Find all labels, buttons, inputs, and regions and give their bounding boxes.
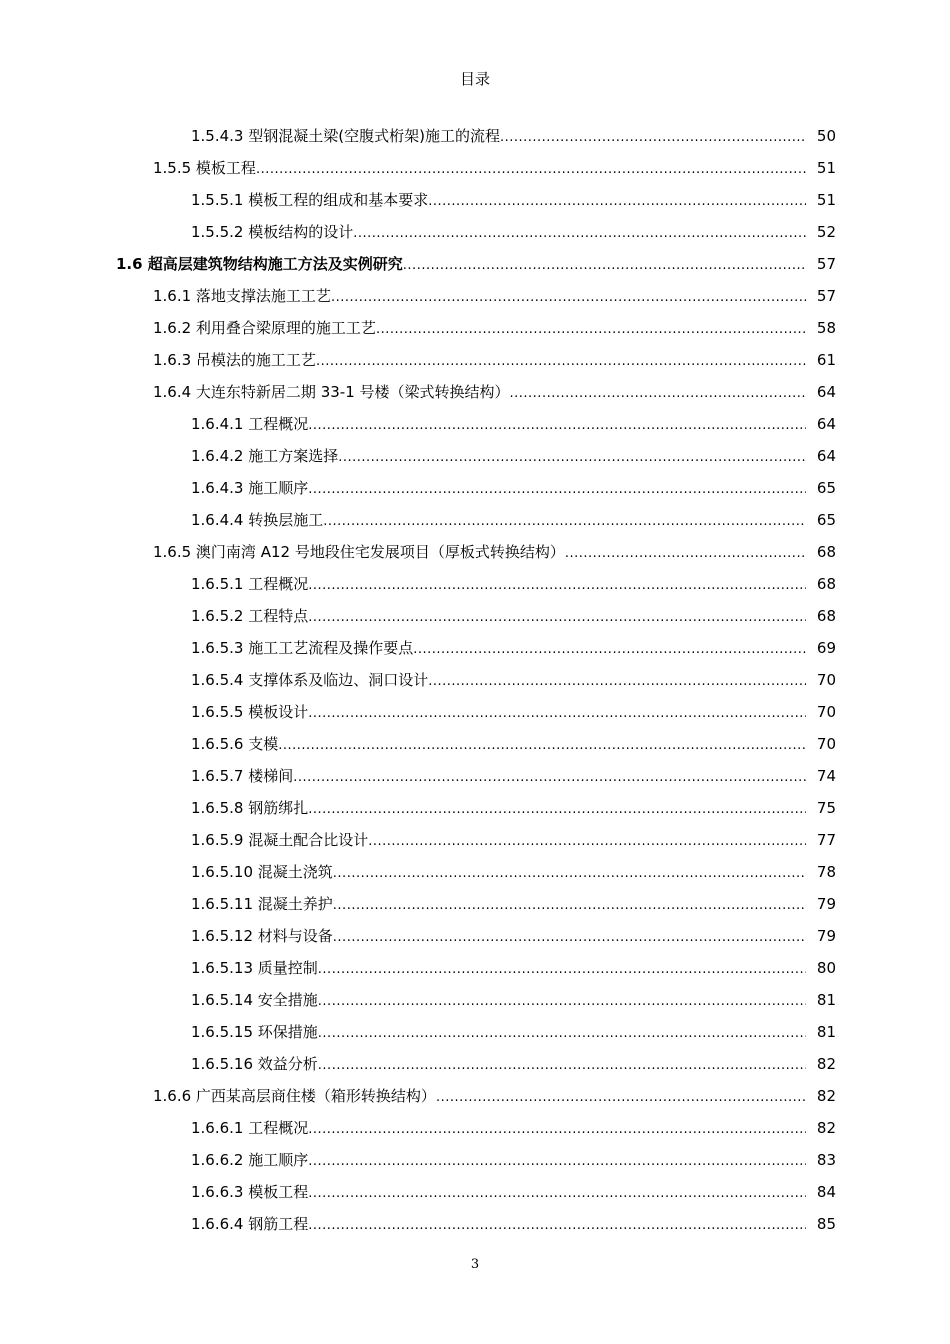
toc-dot-leader: [308, 1114, 806, 1144]
toc-entry-text: [191, 184, 806, 216]
toc-entry-text: [191, 1112, 806, 1144]
toc-entry-label: 1.6.5.12 材料与设备: [191, 927, 333, 945]
toc-entry-page: 81: [816, 1023, 836, 1041]
toc-entry-page: 83: [816, 1151, 836, 1169]
toc-entry-text: [191, 696, 806, 728]
toc-entry-text: [191, 888, 806, 920]
toc-entry-page: 57: [816, 255, 836, 273]
toc-entry-page: 64: [816, 447, 836, 465]
toc-entry[interactable]: [0, 1144, 950, 1176]
toc-entry-label: 1.6.4.3 施工顺序: [191, 479, 309, 497]
toc-entry-page: 70: [816, 671, 836, 689]
toc-entry[interactable]: [0, 696, 950, 728]
toc-entry[interactable]: [0, 376, 950, 408]
toc-dot-leader: [323, 506, 806, 536]
toc-dot-leader: [428, 186, 806, 216]
toc-entry-label: 1.6.1 落地支撑法施工工艺: [153, 287, 331, 305]
toc-entry-page: 65: [816, 479, 836, 497]
toc-entry-page: 85: [816, 1215, 836, 1233]
toc-entry-label: 1.6.5.2 工程特点: [191, 607, 309, 625]
toc-entry-text: [191, 760, 806, 792]
toc-dot-leader: [333, 858, 806, 888]
toc-dot-leader: [403, 250, 806, 280]
toc-entry[interactable]: [0, 472, 950, 504]
toc-entry-text: [153, 376, 806, 408]
toc-entry-label: 1.6.5.7 楼梯间: [191, 767, 294, 785]
toc-dot-leader: [318, 986, 806, 1016]
toc-entry-label: 1.6.6.4 钢筋工程: [191, 1215, 309, 1233]
toc-entry[interactable]: [0, 984, 950, 1016]
toc-entry-page: 61: [816, 351, 836, 369]
toc-entry-text: [191, 952, 806, 984]
toc-dot-leader: [428, 666, 806, 696]
toc-entry[interactable]: [0, 856, 950, 888]
toc-dot-leader: [376, 314, 806, 344]
toc-dot-leader: [353, 218, 806, 248]
toc-entry[interactable]: [0, 920, 950, 952]
toc-entry-page: 52: [816, 223, 836, 241]
toc-entry-page: 51: [816, 191, 836, 209]
toc-entry-label: 1.6.5.4 支撑体系及临边、洞口设计: [191, 671, 429, 689]
toc-entry-page: 58: [816, 319, 836, 337]
toc-dot-leader: [436, 1082, 806, 1112]
toc-entry-page: 68: [816, 543, 836, 561]
toc-dot-leader: [308, 1178, 806, 1208]
toc-entry[interactable]: [0, 952, 950, 984]
toc-entry[interactable]: [0, 152, 950, 184]
toc-entry[interactable]: [0, 1208, 950, 1240]
page-header-title: 目录: [459, 70, 490, 88]
toc-dot-leader: [318, 954, 806, 984]
toc-entry-page: 79: [816, 895, 836, 913]
toc-entry-label: 1.6.5.9 混凝土配合比设计: [191, 831, 369, 849]
toc-dot-leader: [308, 794, 806, 824]
toc-entry-page: 68: [816, 575, 836, 593]
toc-entry-page: 79: [816, 927, 836, 945]
toc-entry-text: [191, 664, 806, 696]
toc-entry[interactable]: [0, 1080, 950, 1112]
toc-dot-leader: [256, 154, 806, 184]
toc-entry-label: 1.6.5.13 质量控制: [191, 959, 318, 977]
toc-entry-label: 1.6.2 利用叠合梁原理的施工工艺: [153, 319, 376, 337]
toc-entry-text: [191, 632, 806, 664]
toc-entry[interactable]: [0, 216, 950, 248]
toc-entry[interactable]: [0, 248, 950, 280]
toc-entry-text: [191, 600, 806, 632]
toc-entry[interactable]: [0, 664, 950, 696]
toc-entry-label: 1.5.5.1 模板工程的组成和基本要求: [191, 191, 429, 209]
toc-entry-text: [191, 728, 806, 760]
toc-entry-label: 1.6.5.14 安全措施: [191, 991, 318, 1009]
toc-entry[interactable]: [0, 312, 950, 344]
toc-dot-leader: [338, 442, 806, 472]
toc-dot-leader: [368, 826, 806, 856]
toc-entry-text: [191, 1048, 806, 1080]
toc-entry-text: [153, 280, 806, 312]
toc-dot-leader: [308, 698, 806, 728]
toc-entry-text: [191, 920, 806, 952]
toc-entry[interactable]: [0, 120, 950, 152]
toc-entry-page: 65: [816, 511, 836, 529]
toc-entry-text: [191, 824, 806, 856]
toc-entry[interactable]: [0, 1016, 950, 1048]
toc-entry-page: 80: [816, 959, 836, 977]
toc-entry-page: 84: [816, 1183, 836, 1201]
toc-entry-text: [191, 408, 806, 440]
toc-entry-text: [191, 1208, 806, 1240]
toc-entry[interactable]: [0, 408, 950, 440]
toc-entry-text: [191, 504, 806, 536]
toc-entry-label: 1.5.5.2 模板结构的设计: [191, 223, 354, 241]
toc-entry-page: 50: [816, 127, 836, 145]
toc-dot-leader: [500, 122, 806, 152]
toc-entry-label: 1.6.4 大连东特新居二期 33-1 号楼（梁式转换结构）: [153, 383, 510, 401]
toc-entry[interactable]: [0, 792, 950, 824]
toc-entry-page: 75: [816, 799, 836, 817]
toc-dot-leader: [316, 346, 806, 376]
toc-entry[interactable]: [0, 888, 950, 920]
toc-entry-text: [191, 856, 806, 888]
toc-dot-leader: [318, 1050, 806, 1080]
toc-entry-label: 1.6.5.16 效益分析: [191, 1055, 318, 1073]
toc-entry-text: [191, 472, 806, 504]
page-number: 3: [470, 1257, 480, 1272]
toc-dot-leader: [308, 474, 806, 504]
toc-entry-text: [153, 536, 806, 568]
toc-entry[interactable]: [0, 504, 950, 536]
toc-entry-text: [191, 120, 806, 152]
toc-entry-text: [191, 440, 806, 472]
toc-entry-label: 1.6.5.11 混凝土养护: [191, 895, 333, 913]
toc-entry-text: [191, 984, 806, 1016]
toc-entry-page: 64: [816, 415, 836, 433]
toc-entry-page: 82: [816, 1119, 836, 1137]
toc-entry-label: 1.6.6.1 工程概况: [191, 1119, 309, 1137]
toc-dot-leader: [308, 1210, 806, 1240]
toc-entry-label: 1.6.5.8 钢筋绑扎: [191, 799, 309, 817]
toc-dot-leader: [333, 890, 806, 920]
toc-entry-label: 1.6.5.10 混凝土浇筑: [191, 863, 333, 881]
toc-dot-leader: [510, 378, 806, 408]
toc-entry-page: 77: [816, 831, 836, 849]
toc-entry-page: 51: [816, 159, 836, 177]
toc-entry-label: 1.6.4.2 施工方案选择: [191, 447, 339, 465]
toc-dot-leader: [331, 282, 806, 312]
toc-entry-label: 1.6.5.6 支模: [191, 735, 279, 753]
toc-entry[interactable]: [0, 536, 950, 568]
toc-entry-page: 57: [816, 287, 836, 305]
toc-entry-label: 1.6.4.1 工程概况: [191, 415, 309, 433]
toc-entry-label: 1.6.6.3 模板工程: [191, 1183, 309, 1201]
toc-entry-label: 1.6.6.2 施工顺序: [191, 1151, 309, 1169]
toc-dot-leader: [308, 410, 806, 440]
toc-entry[interactable]: [0, 760, 950, 792]
toc-entry[interactable]: [0, 824, 950, 856]
table-of-contents: [0, 120, 950, 1240]
toc-entry-text: [191, 568, 806, 600]
toc-entry[interactable]: [0, 1112, 950, 1144]
toc-entry[interactable]: [0, 728, 950, 760]
toc-entry-page: 81: [816, 991, 836, 1009]
toc-entry-page: 70: [816, 703, 836, 721]
toc-entry-text: [191, 1016, 806, 1048]
toc-entry-label: 1.6.5.5 模板设计: [191, 703, 309, 721]
toc-entry-label: 1.6 超高层建筑物结构施工方法及实例研究: [116, 255, 403, 273]
toc-entry-page: 74: [816, 767, 836, 785]
toc-entry-page: 68: [816, 607, 836, 625]
toc-dot-leader: [278, 730, 806, 760]
toc-entry[interactable]: [0, 184, 950, 216]
toc-entry-label: 1.5.4.3 型钢混凝土梁(空腹式桁架)施工的流程: [191, 127, 500, 145]
toc-entry-text: [153, 152, 806, 184]
toc-entry-page: 82: [816, 1055, 836, 1073]
toc-entry-label: 1.6.5.3 施工工艺流程及操作要点: [191, 639, 414, 657]
toc-dot-leader: [318, 1018, 806, 1048]
toc-entry[interactable]: [0, 568, 950, 600]
toc-dot-leader: [413, 634, 806, 664]
toc-entry-text: [153, 1080, 806, 1112]
toc-entry-text: [191, 216, 806, 248]
toc-entry-text: [191, 1176, 806, 1208]
toc-dot-leader: [333, 922, 806, 952]
toc-entry-page: 64: [816, 383, 836, 401]
toc-entry-page: 78: [816, 863, 836, 881]
toc-entry-label: 1.6.5.15 环保措施: [191, 1023, 318, 1041]
toc-entry-label: 1.6.5.1 工程概况: [191, 575, 309, 593]
toc-entry-text: [153, 344, 806, 376]
toc-entry[interactable]: [0, 440, 950, 472]
toc-entry-label: 1.6.3 吊模法的施工工艺: [153, 351, 316, 369]
toc-entry-label: 1.6.6 广西某高层商住楼（箱形转换结构）: [153, 1087, 436, 1105]
toc-dot-leader: [308, 570, 806, 600]
toc-entry-page: 82: [816, 1087, 836, 1105]
toc-entry[interactable]: [0, 280, 950, 312]
toc-entry[interactable]: [0, 344, 950, 376]
toc-entry-label: 1.5.5 模板工程: [153, 159, 256, 177]
toc-dot-leader: [293, 762, 806, 792]
toc-entry-label: 1.6.4.4 转换层施工: [191, 511, 324, 529]
toc-entry-text: [191, 1144, 806, 1176]
toc-entry-page: 70: [816, 735, 836, 753]
toc-entry-label: 1.6.5 澳门南湾 A12 号地段住宅发展项目（厚板式转换结构）: [153, 543, 565, 561]
toc-entry-text: [191, 792, 806, 824]
toc-entry[interactable]: [0, 1176, 950, 1208]
toc-dot-leader: [565, 538, 806, 568]
toc-entry[interactable]: [0, 632, 950, 664]
toc-entry[interactable]: [0, 600, 950, 632]
toc-dot-leader: [308, 1146, 806, 1176]
toc-entry[interactable]: [0, 1048, 950, 1080]
toc-entry-text: [153, 312, 806, 344]
toc-entry-page: 69: [816, 639, 836, 657]
toc-dot-leader: [308, 602, 806, 632]
toc-entry-text: [116, 248, 806, 280]
